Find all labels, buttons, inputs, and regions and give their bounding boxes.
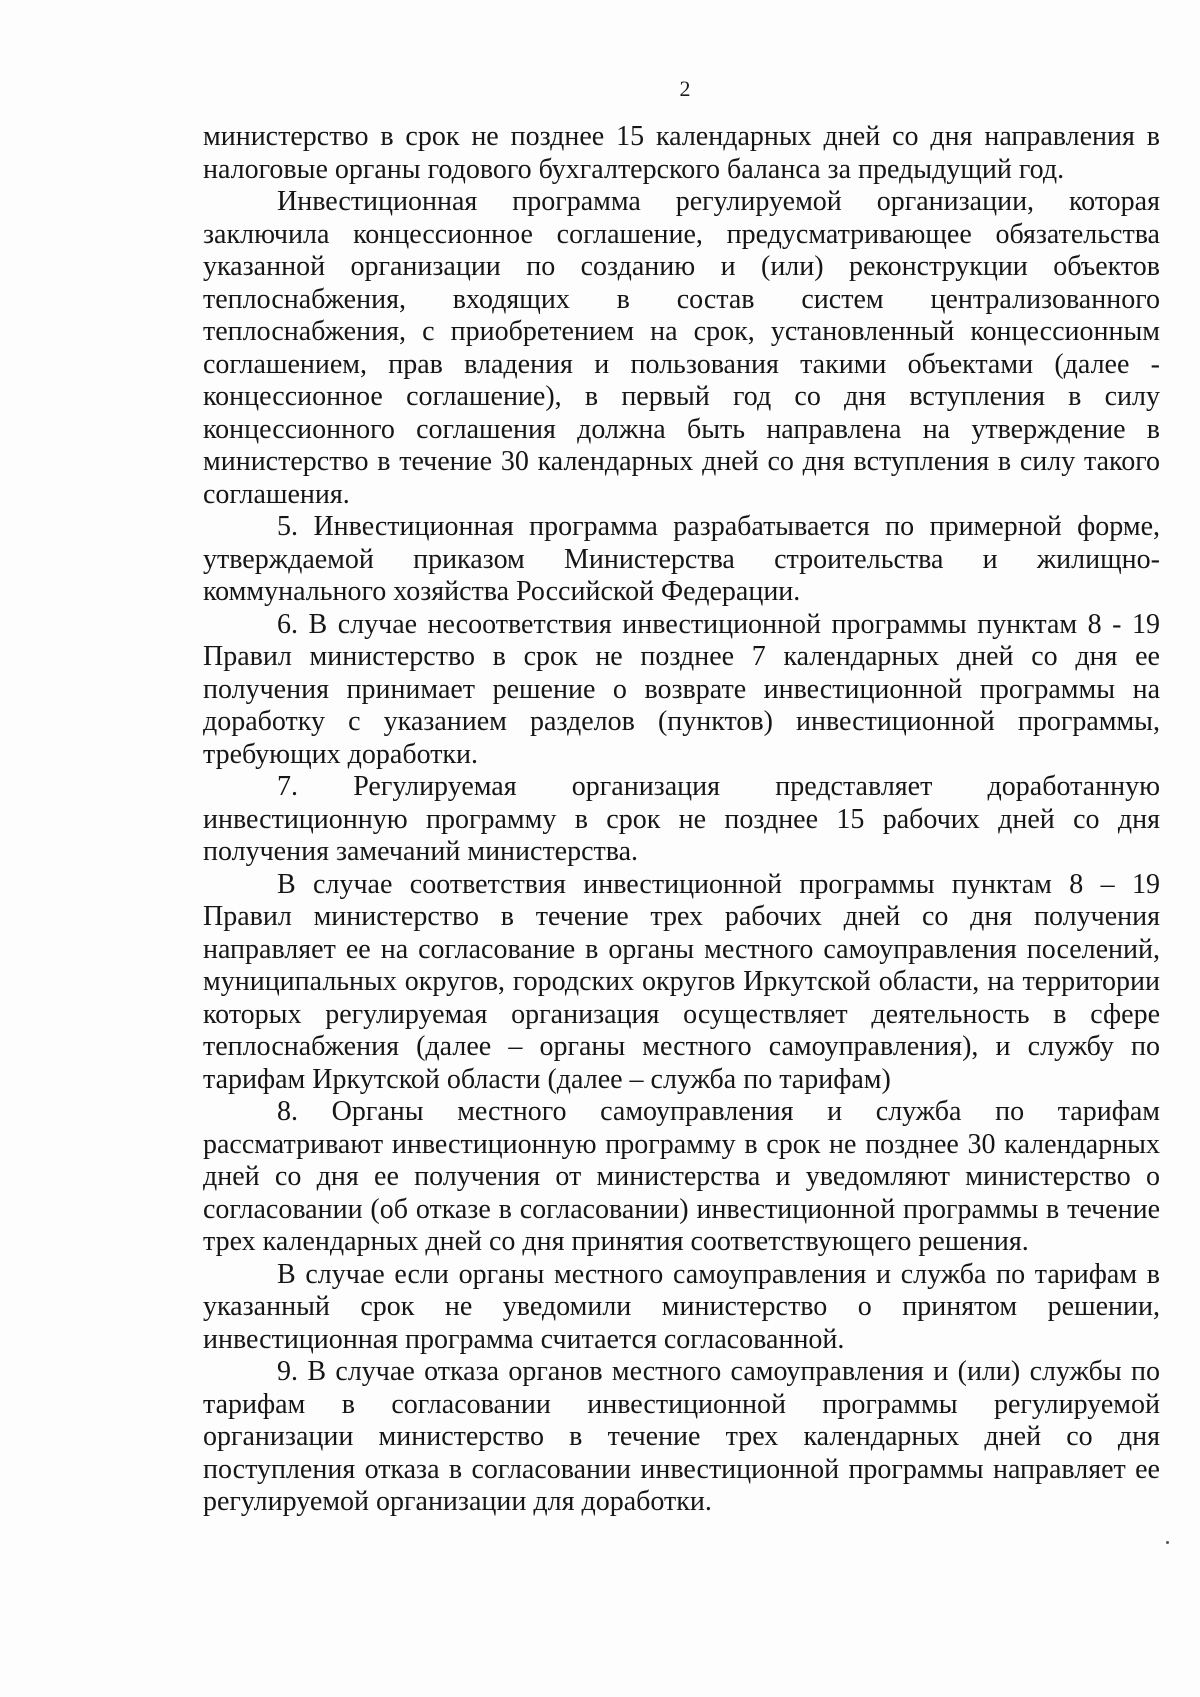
- paragraph-no-notification-case: В случае если органы местного самоуправления и служба по тарифам в указанный срок не уведомили министерство о принятом решении, инвестиционная программа считается согласованной.: [203, 1258, 1160, 1355]
- paragraph-item-7: 7. Регулируемая организация представляет доработанную инвестиционную программу в срок не позднее 15 рабочих дней со дня получения замечаний министерства.: [203, 771, 1160, 867]
- paragraph-item-5: 5. Инвестиционная программа разрабатывается по примерной форме, утверждаемой приказом Министерства строительства и жилищно-коммунального хозяйства Российской Федерации.: [203, 511, 1160, 607]
- document-body: [203, 121, 1160, 1519]
- paragraph-concession-program: Инвестиционная программа регулируемой организации, которая заключила концессионное соглашение, предусматривающее обязательства указанной организации по созданию и (или) реконструкции объектов теплоснабжения, входящих в состав систем централизованного теплоснабжения, с приобретением на срок, установленный концессионным соглашением, прав владения и пользования такими объектами (далее - концессионное соглашение), в первый год со дня вступления в силу концессионного соглашения должна быть направлена на утверждение в министерство в течение 30 календарных дней со дня вступления в силу такого соглашения.: [203, 186, 1160, 510]
- paragraph-compliance-case: В случае соответствия инвестиционной программы пунктам 8 – 19 Правил министерство в течение трех рабочих дней со дня получения направляет ее на согласование в органы местного самоуправления поселений, муниципальных округов, городских округов Иркутской области, на территории которых регулируемая организация осуществляет деятельность в сфере теплоснабжения (далее – органы местного самоуправления), и службу по тарифам Иркутской области (далее – служба по тарифам): [203, 868, 1160, 1095]
- paragraph-continuation: министерство в срок не позднее 15 календарных дней со дня направления в налоговые органы годового бухгалтерского баланса за предыдущий год.: [203, 121, 1160, 185]
- paragraph-item-8: 8. Органы местного самоуправления и служба по тарифам рассматривают инвестиционную программу в срок не позднее 30 календарных дней со дня ее получения от министерства и уведомляют министерство о согласовании (об отказе в согласовании) инвестиционной программы в течение трех календарных дней со дня принятия соответствующего решения.: [203, 1096, 1160, 1257]
- paragraph-item-6: 6. В случае несоответствия инвестиционной программы пунктам 8 - 19 Правил министерство в срок не позднее 7 календарных дней со дня ее получения принимает решение о возврате инвестиционной программы на доработку с указанием разделов (пунктов) инвестиционной программы, требующих доработки.: [203, 608, 1160, 770]
- scan-dot-mark: [1166, 1541, 1169, 1544]
- page-number: 2: [679, 76, 691, 101]
- paragraph-item-9: 9. В случае отказа органов местного самоуправления и (или) службы по тарифам в согласовании инвестиционной программы регулируемой организации министерство в течение трех календарных дней со дня поступления отказа в согласовании инвестиционной программы направляет ее регулируемой организации для доработки.: [203, 1356, 1160, 1517]
